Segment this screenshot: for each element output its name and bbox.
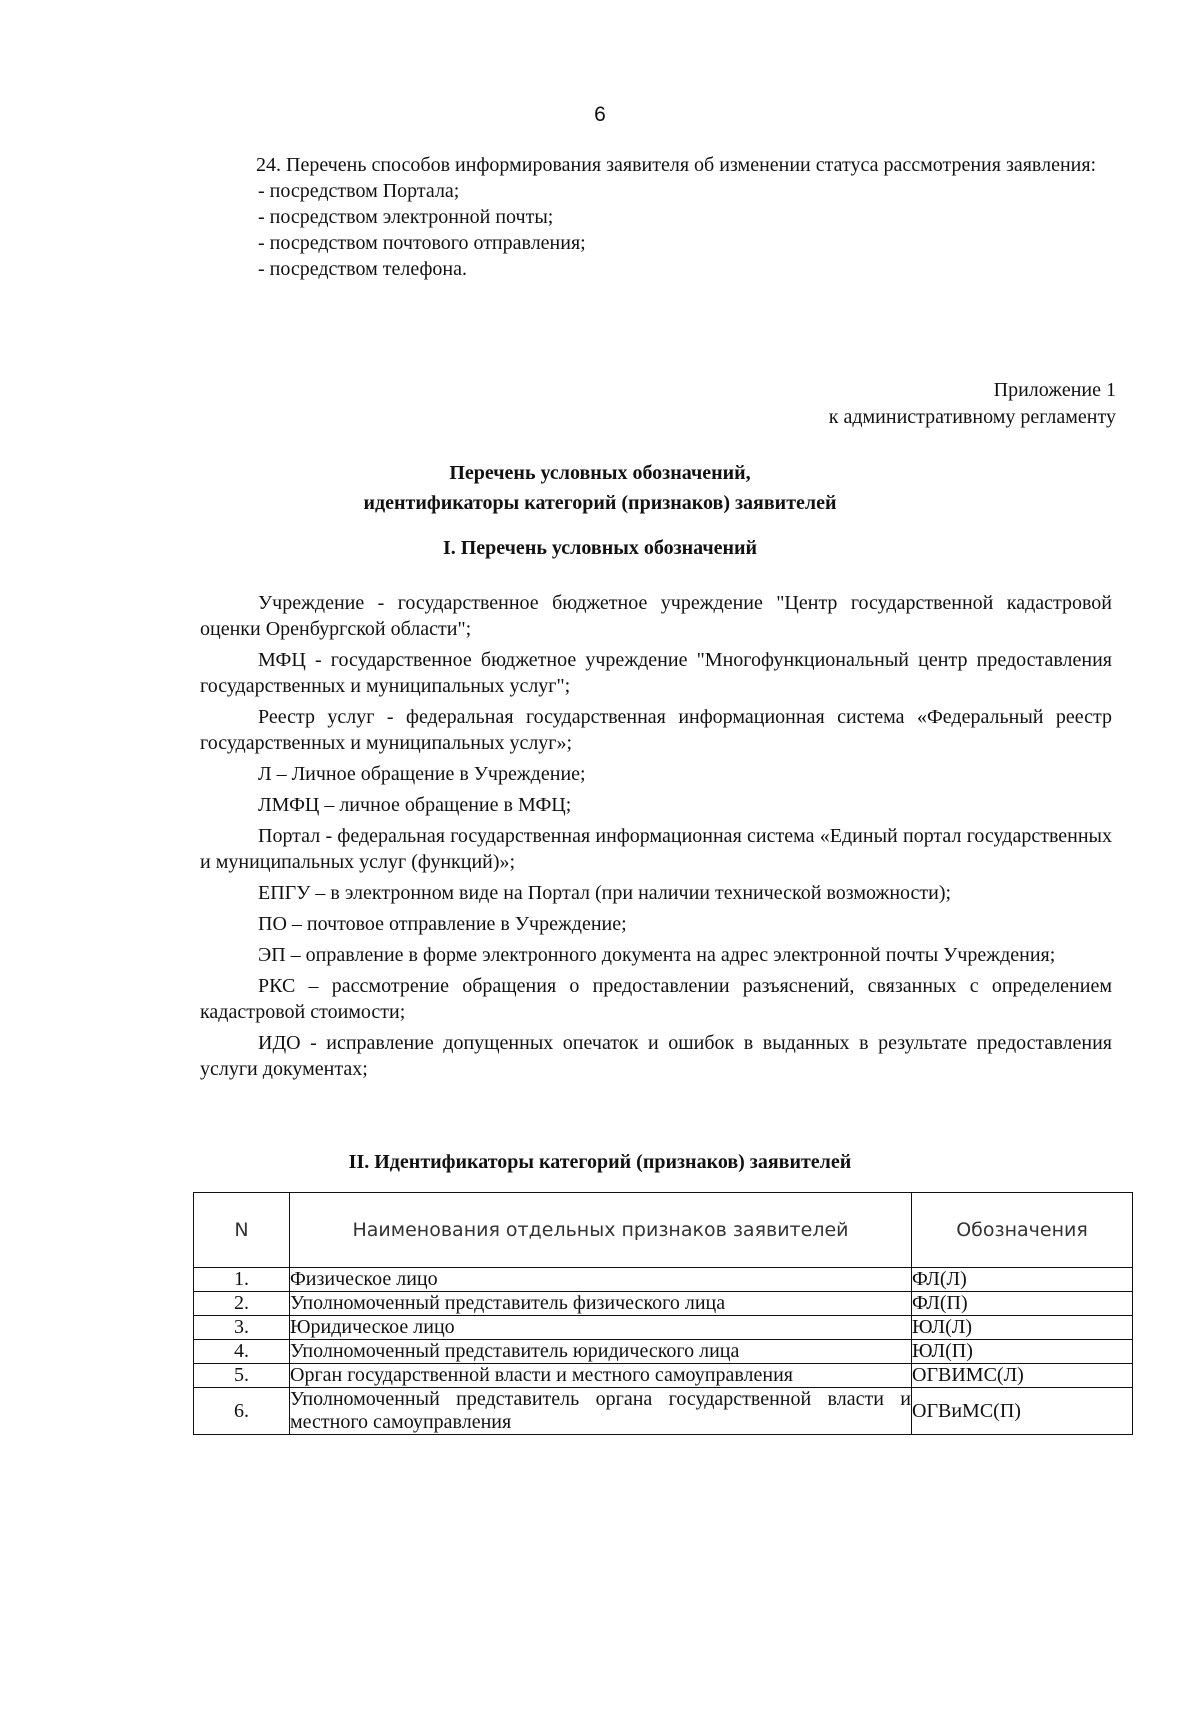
row-code: ЮЛ(П) [912,1340,1133,1364]
page-number: 6 [594,103,606,126]
row-code: ЮЛ(Л) [912,1316,1133,1340]
definition-item: ИДО - исправление допущенных опечаток и ошибок в выданных в результате предоставления услуги документах; [200,1032,1112,1080]
table-row [194,1316,1133,1340]
row-name: Юридическое лицо [290,1316,912,1340]
row-name: Орган государственной власти и местного самоуправления [290,1364,912,1388]
list-item: - посредством Портала; [258,180,460,202]
definition-item: Реестр услуг - федеральная государственная информационная система «Федеральный реестр государственных и муниципальных услуг»; [200,706,1112,754]
definitions-list [200,590,1112,1087]
column-header-n: N [194,1193,290,1268]
row-name: Уполномоченный представитель юридического лица [290,1340,912,1364]
row-number: 3. [194,1316,290,1340]
table-row [194,1292,1133,1316]
row-number: 1. [194,1268,290,1292]
column-header-name: Наименования отдельных признаков заявителей [290,1193,912,1268]
definition-item: ЕПГУ – в электронном виде на Портал (при наличии технической возможности); [258,882,952,904]
section-1-heading: I. Перечень условных обозначений [442,537,758,559]
title-line-2: идентификаторы категорий (признаков) заявителей [363,492,837,514]
table-row [194,1388,1133,1435]
row-number: 6. [194,1388,290,1435]
definition-item: Л – Личное обращение в Учреждение; [258,763,586,785]
document-title [0,458,1200,518]
definition-item: ЛМФЦ – личное обращение в МФЦ; [258,794,572,816]
appendix-line-2: к административному регламенту [828,406,1116,428]
title-line-1: Перечень условных обозначений, [449,462,751,484]
table-row [194,1364,1133,1388]
definition-item: РКС – рассмотрение обращения о предоставлении разъяснений, связанных с определением кадастровой стоимости; [200,975,1112,1023]
row-name: Физическое лицо [290,1268,912,1292]
row-code: ОГВИМС(Л) [912,1364,1133,1388]
definition-item: МФЦ - государственное бюджетное учреждение "Многофункциональный центр предоставления государственных и муниципальных услуг"; [200,649,1112,697]
appendix-label [829,377,1116,431]
row-code: ФЛ(П) [912,1292,1133,1316]
section-24-intro: 24. Перечень способов информирования заявителя об изменении статуса рассмотрения заявления: [256,154,1097,176]
row-name: Уполномоченный представитель органа государственной власти и местного самоуправления [290,1388,911,1433]
row-code: ФЛ(Л) [912,1268,1133,1292]
column-header-code: Обозначения [912,1193,1133,1268]
section-2-heading: II. Идентификаторы категорий (признаков) заявителей [348,1151,852,1173]
row-code: ОГВиМС(П) [912,1388,1133,1435]
definition-item: ПО – почтовое отправление в Учреждение; [258,913,627,935]
row-number: 4. [194,1340,290,1364]
list-item: - посредством почтового отправления; [258,232,586,254]
list-item: - посредством телефона. [258,258,467,280]
definition-item: Портал - федеральная государственная информационная система «Единый портал государственных и муниципальных услуг (функций)»; [200,825,1112,873]
appendix-line-1: Приложение 1 [993,379,1116,401]
definition-item: Учреждение - государственное бюджетное учреждение "Центр государственной кадастровой оценки Оренбургской области"; [200,592,1112,640]
row-number: 2. [194,1292,290,1316]
applicant-identifiers-table [193,1192,1133,1435]
list-item: - посредством электронной почты; [258,206,554,228]
table-row [194,1268,1133,1292]
section-24 [208,152,1118,282]
row-name: Уполномоченный представитель физического лица [290,1292,912,1316]
row-number: 5. [194,1364,290,1388]
table-row [194,1340,1133,1364]
definition-item: ЭП – оправление в форме электронного документа на адрес электронной почты Учреждения; [258,944,1056,966]
table-header-row [194,1193,1133,1268]
